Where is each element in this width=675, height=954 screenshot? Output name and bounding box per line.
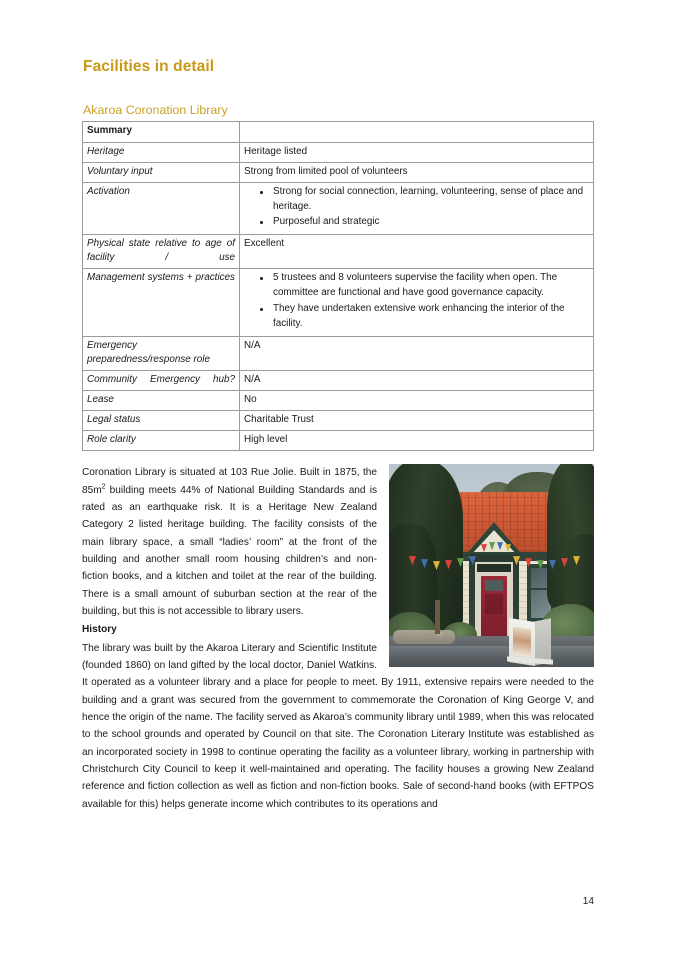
table-row: [83, 142, 594, 162]
photo-door-panel: [485, 594, 503, 614]
table-row: [83, 431, 594, 451]
row-value-lease: No: [240, 390, 594, 410]
table-row: [83, 162, 594, 182]
list-item: Strong for social connection, learning, volunteering, sense of place and heritage.: [260, 185, 589, 215]
table-row: [83, 336, 594, 370]
row-label-management-systems: Management systems + practices: [83, 269, 240, 336]
row-label-role-clarity: Role clarity: [83, 431, 240, 451]
row-value-voluntary-input: Strong from limited pool of volunteers: [240, 162, 594, 182]
intro-text-part2: building meets 44% of National Building Standards and is rated as an earthquake risk. It is a Heritage New Zealand Category 2 listed heritage building. The facility consists of the main library space, a small “ladies’ room” at the front of the building and another small room housing children’s and non-fiction books, and a kitchen and toilet at the rear of the building. There is a small amount of suburban section at the rear of the building, but this is not accessible to library users.: [82, 484, 377, 618]
row-value-role-clarity: High level: [240, 431, 594, 451]
page-content: [82, 58, 594, 813]
row-value-legal-status: Charitable Trust: [240, 411, 594, 431]
history-paragraph: The library was built by the Akaroa Literary and Scientific Institute (founded 1860) on land gifted by the local doctor, Daniel Watkins. It operated as a volunteer library and a place for people to meet. By 1911, extensive repairs were needed to the building and a grant was secured from the government to commemorate the Coronation of King George V, and hence the origin of the name. The facility served as Akaroa’s community library until 1989, when this was relocated to the school grounds and operated by Council on that site. The Coronation Literary Institute was established as an incorporated society in 1998 to continue operating the facility as a volunteer library, working in partnership with Christchurch City Council to keep it well-maintained and operating. The facility houses a growing New Zealand reference and fiction collection as well as fiction and non-fiction books. Sale of second-hand books (with EFTPOS available for this) helps generate income which contributes to its operations and: [82, 642, 594, 810]
row-value-activation: [240, 182, 594, 235]
activation-bullet-list: [244, 185, 589, 231]
row-value-physical-state: Excellent: [240, 235, 594, 269]
row-label-activation: Activation: [83, 182, 240, 235]
table-row: [83, 269, 594, 336]
table-row-header: [83, 122, 594, 142]
row-value-heritage: Heritage listed: [240, 142, 594, 162]
table-row: [83, 370, 594, 390]
list-item: Purposeful and strategic: [260, 215, 589, 230]
row-label-heritage: Heritage: [83, 142, 240, 162]
row-value-community-emergency-hub: N/A: [240, 370, 594, 390]
square-metre-superscript: 2: [101, 483, 106, 491]
photo-doorway-sign: [477, 564, 511, 572]
summary-table: [82, 121, 594, 451]
row-label-emergency-preparedness: Emergency preparedness/response role: [83, 336, 240, 370]
section-subtitle: Akaroa Coronation Library: [83, 102, 228, 117]
table-row: [83, 411, 594, 431]
row-label-physical-state: Physical state relative to age of facility / use: [83, 235, 240, 269]
photo-wooden-post: [435, 600, 440, 634]
table-row: [83, 235, 594, 269]
page-title: Facilities in detail: [83, 58, 215, 75]
summary-header-spacer: [240, 122, 594, 142]
row-label-lease: Lease: [83, 390, 240, 410]
management-bullet-list: [244, 271, 589, 331]
list-item: They have undertaken extensive work enhancing the interior of the facility.: [260, 302, 589, 332]
row-label-voluntary-input: Voluntary input: [83, 162, 240, 182]
intro-section: [82, 464, 594, 813]
row-label-community-emergency-hub: Community Emergency hub?: [83, 370, 240, 390]
row-value-management-systems: [240, 269, 594, 336]
summary-table-body: [83, 122, 594, 451]
table-row: [83, 182, 594, 235]
library-building-photo: [389, 464, 594, 667]
photo-sandwich-board-poster: [513, 627, 531, 658]
history-heading: History: [82, 624, 117, 636]
photo-stone-border: [393, 630, 455, 644]
row-label-legal-status: Legal status: [83, 411, 240, 431]
summary-header-cell: Summary: [83, 122, 240, 142]
list-item: 5 trustees and 8 volunteers supervise the facility when open. The committee are functional and have good governance capacity.: [260, 271, 589, 301]
photo-door-glass: [485, 580, 503, 591]
page-number: 14: [582, 896, 594, 907]
photo-driveway-reflection: [389, 646, 594, 667]
table-row: [83, 390, 594, 410]
intro-text-part1: Coronation Library is situated at 103 Rue Jolie. Built in 1875, the 85m: [82, 467, 377, 496]
row-value-emergency-preparedness: N/A: [240, 336, 594, 370]
